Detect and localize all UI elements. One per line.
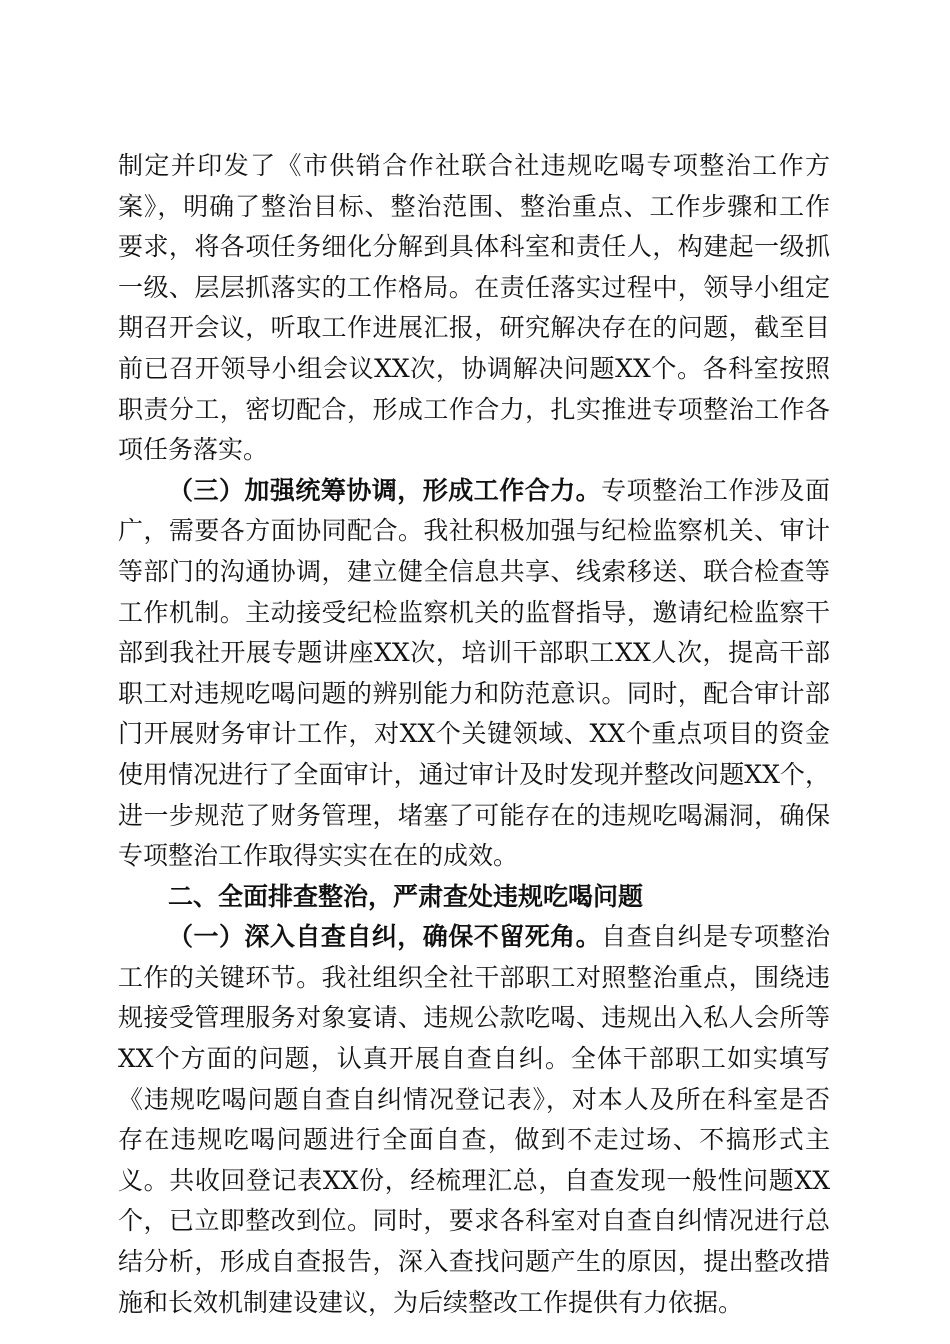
paragraph-section-one-item-three <box>118 471 830 877</box>
continuation-paragraph: 制定并印发了《市供销合作社联合社违规吃喝专项整治工作方案》，明确了整治目标、整治范围、整治重点、工作步骤和工作要求，将各项任务细化分解到具体科室和责任人，构建起一级抓一级、层层抓落实的工作格局。在责任落实过程中，领导小组定期召开会议，听取工作进展汇报，研究解决存在的问题，截至目前已召开领导小组会议XX次，协调解决问题XX个。各科室按照职责分工，密切配合，形成工作合力，扎实推进专项整治工作各项任务落实。 <box>118 151 830 465</box>
section-two-heading: 二、全面排查整治，严肃查处违规吃喝问题 <box>168 881 644 911</box>
item-three-title: （三）加强统筹协调，形成工作合力。 <box>168 475 602 505</box>
paragraph-section-two-item-one <box>118 917 830 1323</box>
item-one-body: 自查自纠是专项整治工作的关键环节。我社组织全社干部职工对照整治重点，围绕违规接受管理服务对象宴请、违规公款吃喝、违规出入私人会所等XX个方面的问题，认真开展自查自纠。全体干部职工如实填写《违规吃喝问题自查自纠情况登记表》，对本人及所在科室是否存在违规吃喝问题进行全面自查，做到不走过场、不搞形式主义。共收回登记表XX份，经梳理汇总，自查发现一般性问题XX个，已立即整改到位。同时，要求各科室对自查自纠情况进行总结分析，形成自查报告，深入查找问题产生的原因，提出整改措施和长效机制建设建议，为后续整改工作提供有力依据。 <box>118 922 830 1317</box>
document-body <box>118 146 830 1323</box>
item-one-title: （一）深入自查自纠，确保不留死角。 <box>168 922 602 952</box>
item-three-body: 专项整治工作涉及面广，需要各方面协同配合。我社积极加强与纪检监察机关、审计等部门的沟通协调，建立健全信息共享、线索移送、联合检查等工作机制。主动接受纪检监察机关的监督指导，邀请纪检监察干部到我社开展专题讲座XX次，培训干部职工XX人次，提高干部职工对违规吃喝问题的辨别能力和防范意识。同时，配合审计部门开展财务审计工作，对XX个关键领域、XX个重点项目的资金使用情况进行了全面审计，通过审计及时发现并整改问题XX个，进一步规范了财务管理，堵塞了可能存在的违规吃喝漏洞，确保专项整治工作取得实实在在的成效。 <box>118 475 830 871</box>
